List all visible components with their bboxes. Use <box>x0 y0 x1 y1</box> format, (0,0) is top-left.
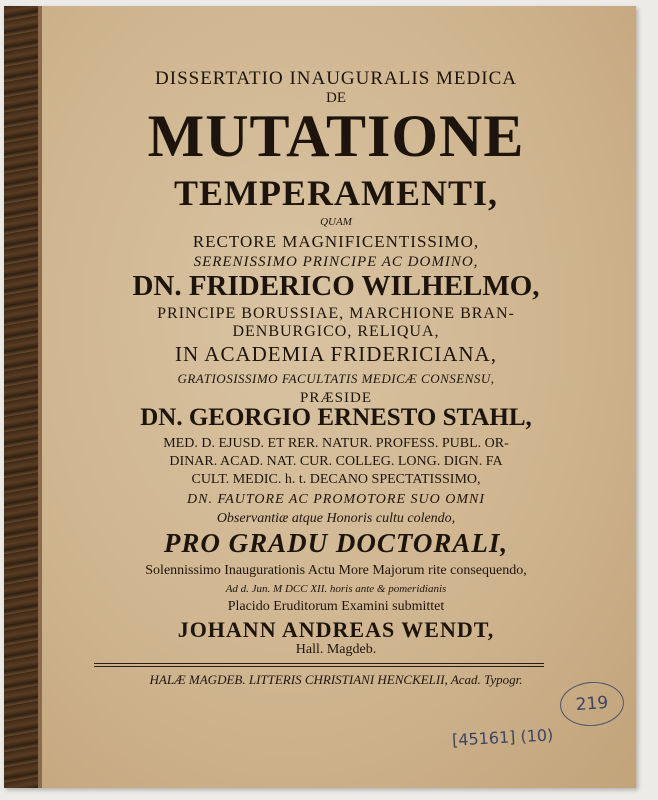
text-gratiosissimo: GRATIOSISSIMO FACULTATIS MEDICÆ CONSENSU, <box>177 371 495 386</box>
spine-edge <box>38 6 42 788</box>
heading-de: DE <box>326 90 346 106</box>
imprint-rule-thin <box>94 666 544 667</box>
text-quam: QUAM <box>320 216 352 228</box>
text-dinar-acad: DINAR. ACAD. NAT. CUR. COLLEG. LONG. DIGN. FA <box>169 454 503 469</box>
text-pro-gradu: PRO GRADU DOCTORALI, <box>163 528 509 558</box>
text-date-line: Ad d. Jun. M DCC XII. horis ante & pomeridianis <box>225 583 447 595</box>
catalog-note: [45161] (10) <box>451 725 554 750</box>
text-fautore: DN. FAUTORE AC PROMOTORE SUO OMNI <box>187 492 485 507</box>
text-med-prof: MED. D. EJUSD. ET RER. NATUR. PROFESS. PUBL. OR- <box>163 436 509 451</box>
text-serenissimo: SERENISSIMO PRINCIPE AC DOMINO, <box>193 254 479 270</box>
name-fridericus: DN. FRIDERICO WILHELMO, <box>132 270 540 302</box>
text-hall-magdeb: Hall. Magdeb. <box>295 642 377 657</box>
title-temperamenti: TEMPERAMENTI, <box>173 173 498 213</box>
title-page <box>4 6 636 788</box>
text-academia: IN ACADEMIA FRIDERICIANA, <box>175 342 497 366</box>
text-rectore: RECTORE MAGNIFICENTISSIMO, <box>192 232 480 251</box>
text-observantiae: Observantiæ atque Honoris cultu colendo, <box>216 511 456 526</box>
text-placido: Placido Eruditorum Examini submittet <box>227 599 445 614</box>
text-denburgico: DENBURGICO, RELIQUA, <box>232 323 440 340</box>
text-solennissimo: Solennissimo Inaugurationis Actu More Majorum rite consequendo, <box>145 563 527 578</box>
book-spine <box>4 6 38 788</box>
imprint: HALÆ MAGDEB. LITTERIS CHRISTIANI HENCKELII, Acad. Typogr. <box>149 672 523 687</box>
title-mutatione: MUTATIONE <box>147 103 525 169</box>
text-praeside: PRÆSIDE <box>299 390 373 406</box>
shelf-number: 219 <box>575 692 609 716</box>
text-cult-medic: CULT. MEDIC. h. t. DECANO SPECTATISSIMO, <box>191 472 481 487</box>
name-wendt: JOHANN ANDREAS WENDT, <box>177 617 495 642</box>
text-principe: PRINCIPE BORUSSIAE, MARCHIONE BRAN- <box>157 305 515 322</box>
heading-dissertatio: DISSERTATIO INAUGURALIS MEDICA <box>155 68 517 89</box>
imprint-rule-top <box>94 663 544 664</box>
name-stahl: DN. GEORGIO ERNESTO STAHL, <box>140 404 532 431</box>
